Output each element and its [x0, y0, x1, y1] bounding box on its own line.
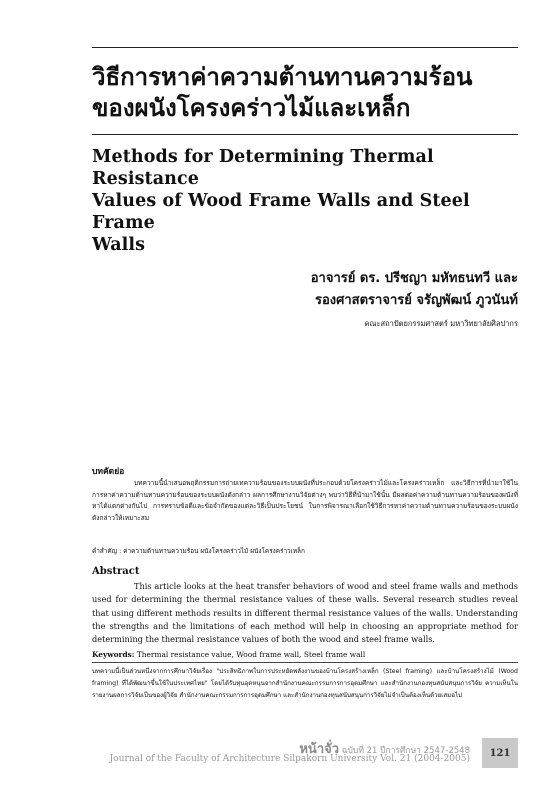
- thai-abstract-body: บทความนี้นำเสนอพฤติกรรมการถ่ายเทความร้อนของระบบผนังที่ประกอบด้วยโครงคร่าวไม้และโครงคร่าวเหล็ก และวิธีการที่นำมาใช้ในการหาค่าความต้านทานความร้อนของระบบผนังดังกล่าว ผลการศึกษางานวิจัยต่างๆ พบว่าวิธีที่นำมาใช้นั้น มีผลต่อค่าความต้านทานความร้อนของผนังที่หาได้แตกต่างกันไป การทราบข้อดีและข้อจำกัดของแต่ละวิธีเป็นประโยชน์ ในการพิจารณาเลือกใช้วิธีการหาค่าความต้านทานความร้อนของระบบผนังดังกล่าวให้เหมาะสม: [92, 479, 518, 522]
- page-number-box: [482, 738, 518, 768]
- thai-title-line-2: ของผนังโครงคร่าวไม้และเหล็ก: [92, 94, 411, 122]
- footer-journal-thai-issue: ฉบับที่ 21 ปีการศึกษา 2547-2548: [341, 746, 470, 756]
- thai-title: [92, 62, 532, 124]
- title-divider-rule: [92, 134, 518, 135]
- thai-keywords: คำสำคัญ : ค่าความต้านทานความร้อน ผนังโครงคร่าวไม้ ผนังโครงคร่าวเหล็ก: [92, 547, 305, 555]
- top-rule: [92, 47, 518, 48]
- author-line-1: อาจารย์ ดร. ปรีชญา มหัทธนทวี และ: [310, 271, 518, 286]
- english-keywords: [92, 650, 518, 659]
- footer-journal-english: Journal of the Faculty of Architecture Silpakorn University Vol. 21 (2004-2005): [109, 754, 470, 764]
- english-title-line-3: Walls: [92, 235, 146, 255]
- funding-footnote: บทความนี้เป็นส่วนหนึ่งจากการศึกษาวิจัยเรื่อง "ประสิทธิภาพในการประหยัดพลังงานของบ้านโครงสร้างเหล็ก (Steel framing) และบ้านโครงสร้างไม้ (Wood framing) ที่ได้พัฒนาขึ้นใช้ในประเทศไทย" โดยได้รับทุนอุดหนุนจากสำนักงานคณะกรรมการการอุดมศึกษา และสำนักงานกองทุนสนับสนุนการวิจัย ความเห็นในรายงานผลการวิจัยเป็นของผู้วิจัย สำนักงานคณะกรรมการการอุดมศึกษา และสำนักงานกองทุนสนับสนุนการวิจัยไม่จำเป็นต้องเห็นด้วยเสมอไป: [92, 668, 518, 700]
- author-affiliation: คณะสถาปัตยกรรมศาสตร์ มหาวิทยาลัยศิลปากร: [364, 319, 518, 328]
- footnote-rule: [92, 662, 518, 663]
- thai-abstract-heading: บทคัดย่อ: [92, 467, 125, 477]
- english-keywords-values: Thermal resistance value, Wood frame wall, Steel frame wall: [136, 650, 366, 659]
- english-title: [92, 146, 522, 256]
- author-block: [311, 268, 518, 312]
- english-title-line-1: Methods for Determining Thermal Resistance: [92, 147, 434, 189]
- footer-journal-thai-name: หน้าจั่ว: [299, 742, 340, 757]
- english-keywords-label: Keywords:: [92, 650, 135, 659]
- page-footer: [92, 736, 518, 770]
- english-abstract-body: This article looks at the heat transfer behaviors of wood and steel frame walls and methods used for determining the thermal resistance values of these walls. Several research studies reveal that using different methods results in different thermal resistance values of the walls. Understanding the strengths and the limitations of each method will help in choosing an appropriate method for determining the thermal resistance values of both the wood and steel frame walls.: [92, 581, 518, 645]
- thai-title-line-1: วิธีการหาค่าความต้านทานความร้อน: [92, 63, 473, 91]
- english-title-line-2: Values of Wood Frame Walls and Steel Frame: [92, 191, 470, 233]
- author-line-2: รองศาสตราจารย์ จรัญพัฒน์ ภูวนันท์: [314, 293, 518, 308]
- english-abstract-heading: Abstract: [92, 566, 140, 577]
- page-number: 121: [489, 747, 511, 759]
